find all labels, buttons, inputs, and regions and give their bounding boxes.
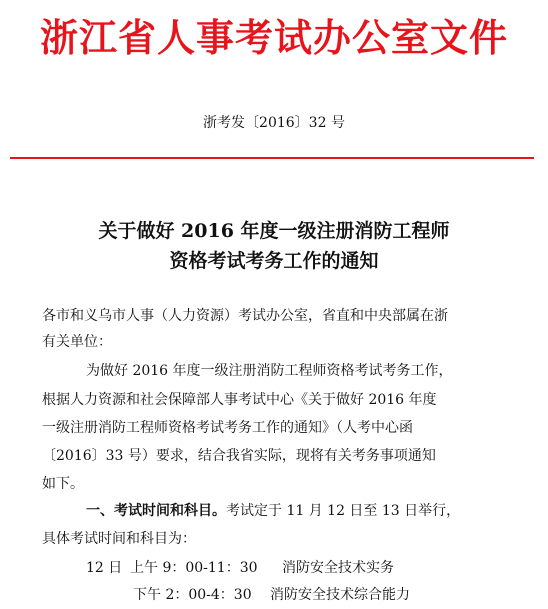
section-1-text: 考试定于 11 月 12 日至 13 日举行， bbox=[226, 503, 461, 519]
schedule-morning-time: 上午 9：00-11：30 bbox=[130, 560, 258, 576]
masthead-red-rule bbox=[10, 157, 534, 159]
section-1-line bbox=[86, 501, 460, 521]
schedule-day-12: 12 日 bbox=[86, 560, 123, 576]
schedule-afternoon-subject: 消防安全技术综合能力 bbox=[270, 587, 410, 603]
document-number: 浙考发〔2016〕32 号 bbox=[203, 115, 345, 131]
document-title-line-2: 资格考试考务工作的通知 bbox=[169, 250, 379, 272]
body-line-intro-2: 根据人力资源和社会保障部人事考试中心《关于做好 2016 年度 bbox=[42, 392, 437, 408]
document-masthead: 浙江省人事考试办公室文件 bbox=[39, 16, 508, 60]
body-line-addressee-1: 各市和义乌市人事（人力资源）考试办公室，省直和中央部属在浙 bbox=[42, 308, 448, 324]
body-line-intro-1: 为做好 2016 年度一级注册消防工程师资格考试考务工作， bbox=[86, 363, 453, 379]
section-1-continuation: 具体考试时间和科目为： bbox=[42, 531, 196, 547]
body-line-intro-4: 〔2016〕33 号）要求，结合我省实际，现将有关考务事项通知 bbox=[42, 448, 436, 464]
schedule-afternoon-time: 下午 2：00-4：30 bbox=[133, 587, 252, 603]
schedule-morning-subject: 消防安全技术实务 bbox=[282, 560, 394, 576]
body-line-addressee-2: 有关单位： bbox=[42, 334, 112, 350]
body-line-intro-3: 一级注册消防工程师资格考试考务工作的通知》（人考中心函 bbox=[42, 420, 413, 436]
body-line-intro-5: 如下。 bbox=[42, 476, 84, 492]
document-title-line-1: 关于做好 2016 年度一级注册消防工程师 bbox=[98, 220, 450, 242]
section-1-heading: 一、考试时间和科目。 bbox=[86, 503, 226, 519]
